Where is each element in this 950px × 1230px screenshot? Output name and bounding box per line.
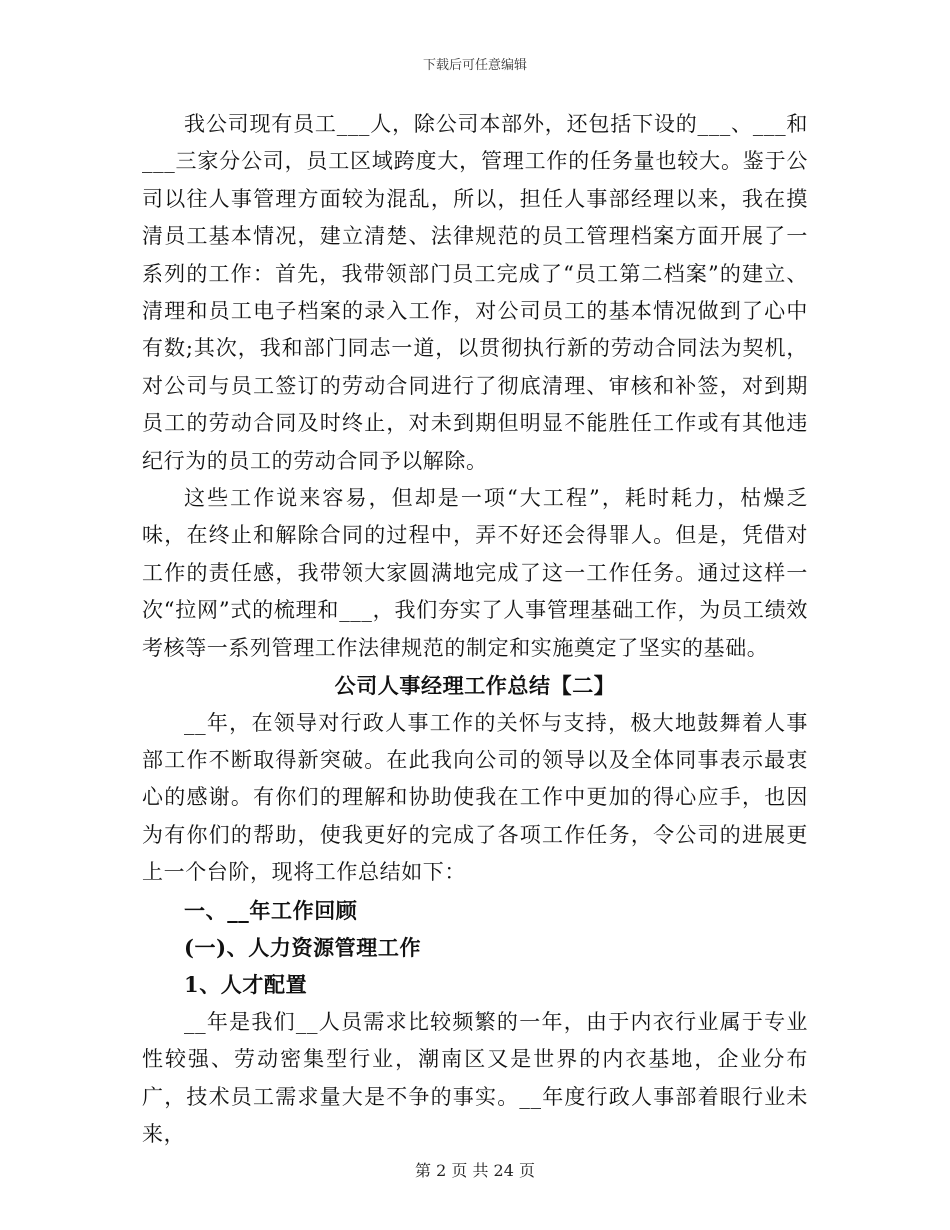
document-body <box>142 106 808 1153</box>
heading-hr-management: (一)、人力资源管理工作 <box>184 934 422 960</box>
paragraph-big-project: 这些工作说来容易，但却是一项“大工程”，耗时耗力，枯燥乏味，在终止和解除合同的过程中，弄不好还会得罪人。但是，凭借对工作的责任感，我带领大家圆满地完成了这一工作任务。通过这样一次“拉网”式的梳理和___，我们夯实了人事管理基础工作，为员工绩效考核等一系列管理工作法律规范的制定和实施奠定了坚实的基础。 <box>142 486 808 660</box>
header-note: 下载后可任意编辑 <box>422 58 527 73</box>
paragraph-intro-summary: __年，在领导对行政人事工作的关怀与支持，极大地鼓舞着人事部工作不断取得新突破。在此我向公司的领导以及全体同事表示最衷心的感谢。有你们的理解和协助使我在工作中更加的得心应手，也因为有你们的帮助，使我更好的完成了各项工作任务，令公司的进展更上一个台阶，现将工作总结如下： <box>142 710 808 885</box>
section-title: 公司人事经理工作总结【二】 <box>334 673 616 699</box>
heading-talent-allocation: 1、人才配置 <box>184 972 308 998</box>
paragraph-talent-demand: __年是我们__人员需求比较频繁的一年，由于内衣行业属于专业性较强、劳动密集型行业，潮南区又是世界的内衣基地，企业分布广，技术员工需求量大是不争的事实。__年度行政人事部着眼行业未来， <box>142 1009 808 1146</box>
paragraph-staff-archives: 我公司现有员工___人，除公司本部外，还包括下设的___、___和___三家分公司，员工区域跨度大，管理工作的任务量也较大。鉴于公司以往人事管理方面较为混乱，所以，担任人事部经理以来，我在摸清员工基本情况，建立清楚、法律规范的员工管理档案方面开展了一系列的工作：首先，我带领部门员工完成了“员工第二档案”的建立、清理和员工电子档案的录入工作，对公司员工的基本情况做到了心中有数;其次，我和部门同志一道，以贯彻执行新的劳动合同法为契机，对公司与员工签订的劳动合同进行了彻底清理、审核和补签，对到期员工的劳动合同及时终止，对未到期但明显不能胜任工作或有其他违纪行为的员工的劳动合同予以解除。 <box>142 112 808 473</box>
page-number: 第 2 页 共 24 页 <box>415 1161 535 1180</box>
heading-year-review: 一、__年工作回顾 <box>184 897 358 923</box>
